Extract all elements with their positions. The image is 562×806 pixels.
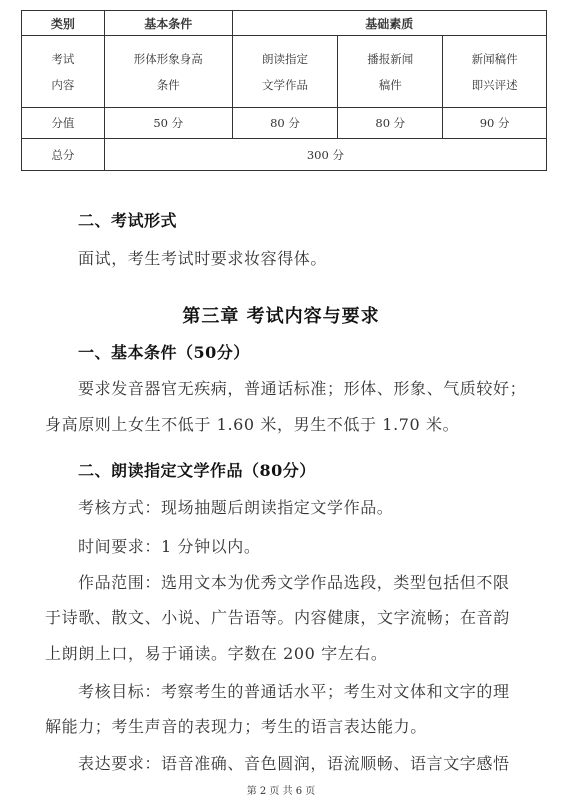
paragraph-line: 上朗朗上口，易于诵读。字数在 200 字左右。 [45, 644, 388, 663]
cell-score-news: 80 分 [338, 108, 443, 139]
row-label-content: 考试 内容 [22, 36, 105, 108]
cell-body-shape: 形体形象身高 条件 [104, 36, 232, 108]
chapter-title: 第三章 考试内容与要求 [182, 306, 380, 327]
paragraph-line: 于诗歌、散文、小说、广告语等。内容健康，文字流畅；在音韵 [45, 608, 510, 627]
row-label-score: 分值 [22, 108, 105, 139]
section-heading-reading: 二、朗读指定文学作品（80分） [78, 461, 316, 480]
cell-commentary: 新闻稿件 即兴评述 [443, 36, 547, 108]
table-header-row [22, 11, 547, 36]
paragraph-line: 时间要求：1 分钟以内。 [78, 537, 261, 556]
cell-reading: 朗读指定 文学作品 [232, 36, 338, 108]
cell-score-basic: 50 分 [104, 108, 232, 139]
table-row [22, 108, 547, 139]
paragraph-line: 考核目标：考察考生的普通话水平；考生对文体和文字的理 [78, 682, 510, 701]
paragraph-line: 作品范围：选用文本为优秀文学作品选段，类型包括但不限 [78, 573, 510, 592]
table-row [22, 36, 547, 108]
cell-score-reading: 80 分 [232, 108, 338, 139]
paragraph-line: 考核方式：现场抽题后朗读指定文学作品。 [78, 498, 394, 517]
section-heading-basic-conditions: 一、基本条件（50分） [78, 343, 250, 362]
cell-news-broadcast: 播报新闻 稿件 [338, 36, 443, 108]
paragraph-line: 身高原则上女生不低于 1.60 米，男生不低于 1.70 米。 [45, 415, 460, 434]
exam-format-text: 面试，考生考试时要求妆容得体。 [78, 249, 328, 268]
paragraph-line: 要求发音器官无疾病，普通话标准；形体、形象、气质较好； [78, 379, 527, 398]
page-number-footer: 第 2 页 共 6 页 [246, 786, 316, 797]
paragraph-line: 表达要求：语音准确、音色圆润，语流顺畅、语言文字感悟 [78, 754, 510, 773]
table-row [22, 139, 547, 171]
header-foundation-quality: 基础素质 [232, 11, 546, 36]
row-label-total: 总分 [22, 139, 105, 171]
header-basic-conditions: 基本条件 [104, 11, 232, 36]
cell-score-commentary: 90 分 [443, 108, 547, 139]
cell-total-value: 300 分 [104, 139, 546, 171]
paragraph-line: 解能力；考生声音的表现力；考生的语言表达能力。 [45, 717, 427, 736]
header-category: 类别 [22, 11, 105, 36]
exam-score-table [21, 10, 547, 171]
section-heading-exam-format: 二、考试形式 [78, 211, 178, 230]
